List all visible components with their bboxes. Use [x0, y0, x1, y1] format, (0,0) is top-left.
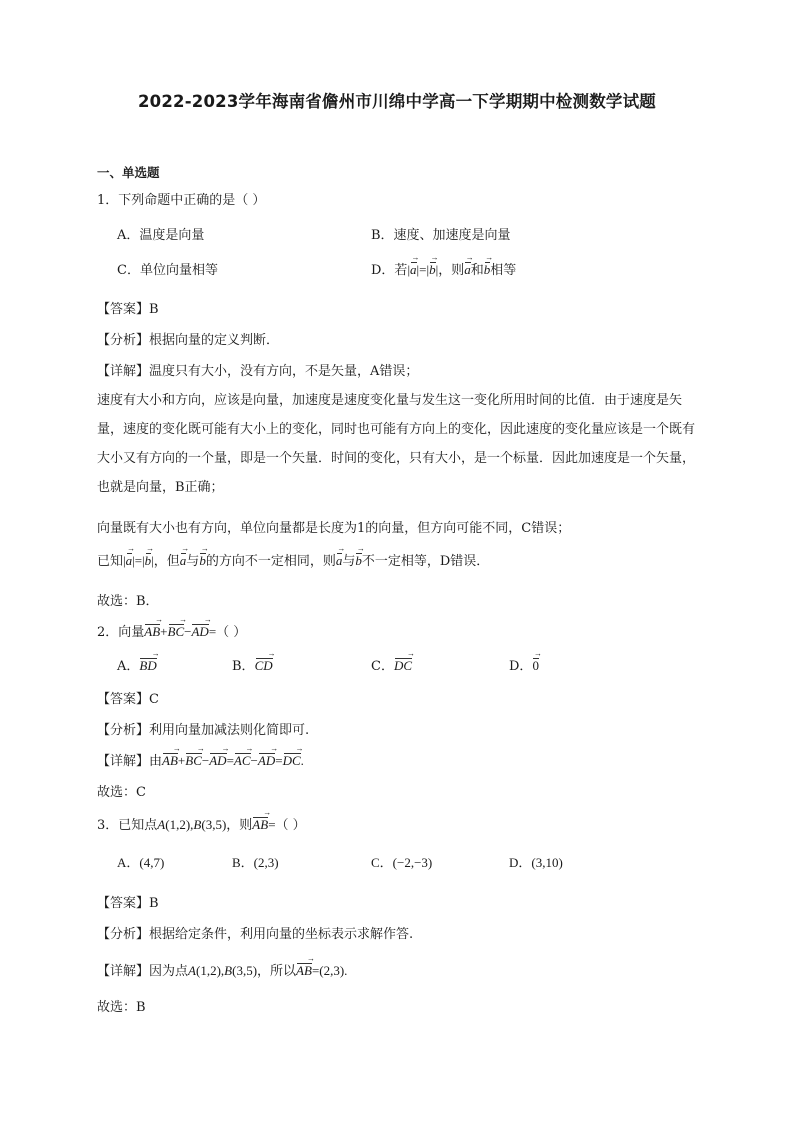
vector-a-2: a → [180, 553, 187, 569]
q3-vector-ab: AB →= [252, 817, 275, 832]
q2-answer [97, 688, 159, 707]
q3-analysis [97, 923, 413, 942]
q3-points: A(1,2),B(3,5) [157, 817, 227, 832]
q1-analysis-text: 根据向量的定义判断． [149, 333, 280, 348]
vector-a-3: a → [336, 553, 343, 569]
q1-option-d-and: 和 [470, 263, 484, 278]
q3-answer [97, 892, 159, 911]
vector-a: a → [464, 262, 471, 278]
q1-choose: 故选：B． [97, 594, 159, 609]
q3-stem-suffix: （ ） [275, 818, 306, 833]
q2-detail [97, 750, 304, 769]
abs-a-eq-abs-b: |a →|=|b →| [407, 262, 438, 277]
q1-option-d-prefix: D．若 [371, 263, 408, 278]
q1-option-d [371, 259, 516, 278]
q1-detail-4-mid2: 的方向不一定相同，则 [205, 554, 336, 569]
detail-label: 【详解】 [97, 754, 150, 769]
q1-detail-4-with2: 与 [342, 554, 356, 569]
q3-answer-value: B [149, 896, 159, 911]
q3-detail-result: AB →=(2,3). [296, 963, 347, 978]
q2-option-d-label: D． [509, 659, 533, 674]
q3-detail [97, 960, 347, 979]
q3-option-d: D．(3,10) [509, 855, 563, 870]
page-title: 2022-2023学年海南省儋州市川绵中学高一下学期期中检测数学试题 [138, 92, 656, 111]
q3-stem-mid: ，则 [226, 818, 253, 833]
q3-detail-prefix: 因为点 [149, 964, 189, 979]
q1-option-a: A．温度是向量 [117, 228, 205, 243]
question-2-stem [97, 621, 246, 640]
q2-choose: 故选：C [97, 785, 146, 800]
detail-label: 【详解】 [97, 964, 150, 979]
q2-detail-expression: AB →+BC →−AD →=AC →−AD →=DC →. [162, 753, 304, 768]
q2-detail-prefix: 由 [149, 754, 163, 769]
q1-option-d-mid: ，则 [438, 263, 465, 278]
q2-option-b-label: B． [232, 659, 255, 674]
question-1-stem: 1．下列命题中正确的是（ ） [97, 193, 266, 208]
q1-detail-1-text: 温度只有大小，没有方向，不是矢量，A错误； [149, 364, 419, 379]
q1-answer [97, 298, 159, 317]
q1-option-d-suffix: 相等 [490, 263, 517, 278]
q3-stem-prefix: 3．已知点 [97, 818, 158, 833]
q3-option-c: C．(−2,−3) [371, 855, 433, 870]
q2-stem-prefix: 2．向量 [97, 625, 145, 640]
analysis-label: 【分析】 [97, 927, 150, 942]
answer-label: 【答案】 [97, 896, 150, 911]
q3-detail-points: A(1,2),B(3,5) [188, 963, 258, 978]
q1-detail-2: 速度有大小和方向，应该是向量，加速度是速度变化量与发生这一变化所用时间的比值．由于速度是矢量，速度的变化既可能有大小上的变化，同时也可能有方向上的变化，因此速度的变化量应该是一个既有大小又有方向的一个量，即是一个矢量．时间的变化，只有大小，是一个标量．因此加速度是一个矢量，也就是向量，B正确； [97, 393, 696, 495]
vector-b-2: b → [199, 553, 206, 569]
q2-analysis-text: 利用向量加减法则化简即可. [149, 723, 310, 738]
q2-option-c: C．DC → [371, 655, 412, 674]
q2-analysis [97, 719, 309, 738]
q1-detail-4 [97, 550, 489, 569]
q2-option-a-label: A． [117, 659, 140, 674]
q3-analysis-text: 根据给定条件，利用向量的坐标表示求解作答. [149, 927, 414, 942]
q3-detail-mid: ，所以 [257, 964, 297, 979]
q1-detail-4-mid: ，但 [153, 554, 180, 569]
q1-detail-4-suffix: 不一定相等，D错误． [361, 554, 490, 569]
q2-option-a: A．BD → [117, 655, 157, 674]
q2-option-c-label: C． [371, 659, 394, 674]
q3-option-b: B．(2,3) [232, 855, 279, 870]
q1-detail-4-with: 与 [186, 554, 200, 569]
question-3-stem [97, 814, 306, 833]
q3-option-a: A．(4,7) [117, 855, 165, 870]
q2-expression: AB →+BC →−AD →= [144, 624, 216, 639]
q1-detail-3: 向量既有大小也有方向，单位向量都是长度为1的向量，但方向可能不同，C错误； [97, 521, 571, 536]
q1-answer-value: B [149, 302, 159, 317]
section-heading: 一、单选题 [97, 165, 160, 180]
q2-stem-suffix: （ ） [216, 625, 247, 640]
vector-b-3: b → [355, 553, 362, 569]
answer-label: 【答案】 [97, 692, 150, 707]
q2-answer-value: C [149, 692, 159, 707]
detail-label: 【详解】 [97, 364, 150, 379]
q3-choose: 故选：B [97, 1000, 146, 1015]
answer-label: 【答案】 [97, 302, 150, 317]
q1-analysis [97, 329, 279, 348]
q1-option-b: B．速度、加速度是向量 [371, 228, 511, 243]
q1-detail-1 [97, 360, 418, 379]
q2-option-b: B．CD → [232, 655, 273, 674]
q1-option-c: C．单位向量相等 [117, 263, 218, 278]
analysis-label: 【分析】 [97, 333, 150, 348]
abs-a-eq-abs-b-2: |a →|=|b →| [123, 553, 154, 568]
vector-b: b → [484, 262, 491, 278]
q2-option-d: D．0 → [509, 655, 539, 674]
analysis-label: 【分析】 [97, 723, 150, 738]
q1-detail-4-prefix: 已知 [97, 554, 124, 569]
